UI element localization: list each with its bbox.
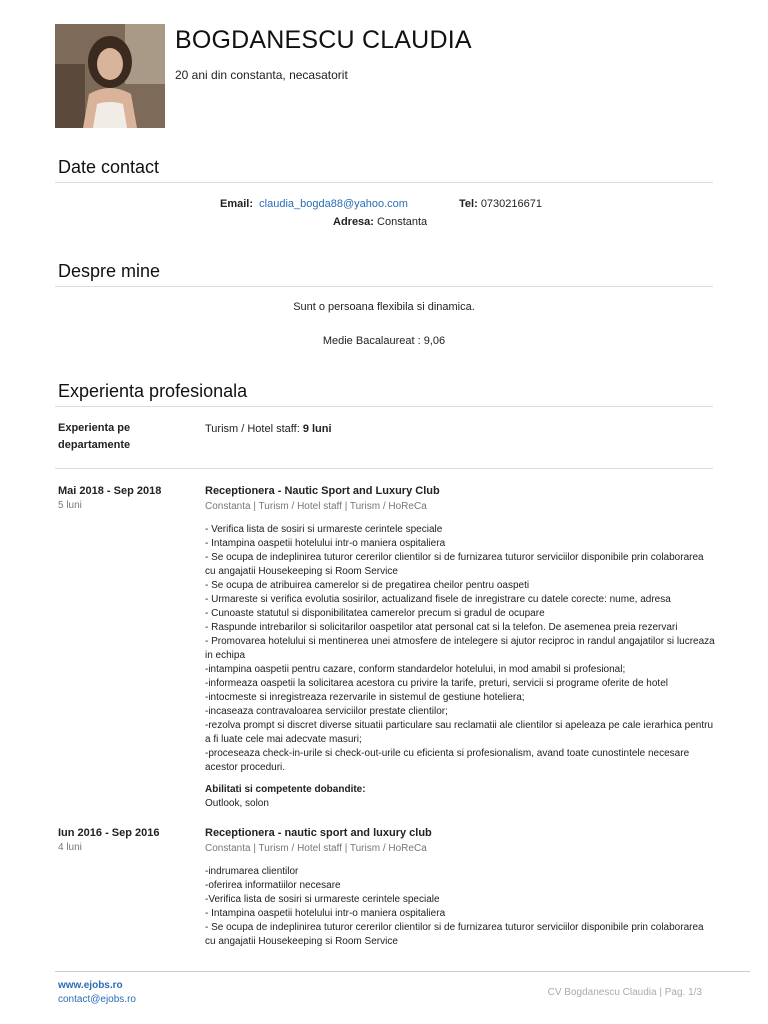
duty-item: -intampina oaspetii pentru cazare, conform standardelor hotelului, in mod amabil si profesional; xyxy=(205,664,626,675)
section-title-about: Despre mine xyxy=(58,261,161,281)
address-label: Adresa: xyxy=(333,216,374,228)
section-divider xyxy=(55,286,713,287)
skills-value: Outlook, solon xyxy=(205,798,269,809)
job-period: Mai 2018 - Sep 2018 xyxy=(58,485,162,497)
candidate-subtitle: 20 ani din constanta, necasatorit xyxy=(175,68,348,82)
job-duration: 5 luni xyxy=(58,500,82,511)
duty-item: - Intampina oaspetii hotelului intr-o maniera ospitaliera xyxy=(205,908,446,919)
skills-label: Abilitati si competente dobandite: xyxy=(205,784,366,795)
section-divider xyxy=(55,468,713,469)
job-entry-2 xyxy=(205,826,715,949)
email-row xyxy=(220,197,408,211)
duty-item: - Se ocupa de indeplinirea tuturor cererilor clientilor si de furnizarea tuturor serviciilor disponibile prin colaborarea cu angajatii Housekeeping si Room Service xyxy=(205,552,704,577)
duty-item: - Raspunde intrebarilor si solicitarilor oaspetilor atat personal cat si la telefon. De asemenea preia rezervari xyxy=(205,622,678,633)
job-entry-1 xyxy=(205,484,715,811)
job-tags: Constanta | Turism / Hotel staff | Turism / HoReCa xyxy=(205,501,427,512)
footer-links xyxy=(58,979,136,1007)
section-divider xyxy=(55,406,713,407)
section-title-experience: Experienta profesionala xyxy=(58,381,248,401)
email-label: Email: xyxy=(220,198,254,210)
email-link[interactable]: claudia_bogda88@yahoo.com xyxy=(259,198,408,210)
job-title: Receptionera - Nautic Sport and Luxury Club xyxy=(205,485,440,497)
job-entry-2-meta xyxy=(58,825,188,854)
footer-page-info: CV Bogdanescu Claudia | Pag. 1/3 xyxy=(547,987,702,998)
section-title-contact: Date contact xyxy=(58,157,160,177)
department-experience-value xyxy=(205,422,715,436)
duty-item: -incaseaza contravaloarea serviciilor prestate clientilor; xyxy=(205,706,448,717)
footer-email-link[interactable]: contact@ejobs.ro xyxy=(58,994,136,1005)
profile-photo xyxy=(55,24,165,128)
job-duties xyxy=(205,865,715,949)
job-entry-1-meta xyxy=(58,483,188,512)
footer-site-link[interactable]: www.ejobs.ro xyxy=(58,980,123,991)
department-name: Turism / Hotel staff: xyxy=(205,423,303,435)
duty-item: - Promovarea hotelului si mentinerea unei atmosfere de intelegere si ajutor reciproc in randul angajatilor si lucreaza in echipa xyxy=(205,636,715,661)
duty-item: - Se ocupa de indeplinirea tuturor cererilor clientilor si de furnizarea tuturor serviciilor disponibile prin colaborarea cu angajatii Housekeeping si Room Service xyxy=(205,922,704,947)
duty-item: -indrumarea clientilor xyxy=(205,866,299,877)
duty-item: - Urmareste si verifica evolutia sosirilor, actualizand fisele de inregistrare cu datele corecte: nume, adresa xyxy=(205,594,671,605)
candidate-name: BOGDANESCU CLAUDIA xyxy=(175,26,472,54)
duty-item: -Verifica lista de sosiri si urmareste cerintele speciale xyxy=(205,894,440,905)
footer-divider xyxy=(55,971,750,972)
duty-item: - Se ocupa de atribuirea camerelor si de pregatirea cheilor pentru oaspeti xyxy=(205,580,530,591)
duty-item: - Intampina oaspetii hotelului intr-o maniera ospitaliera xyxy=(205,538,446,549)
duty-item: -oferirea informatiilor necesare xyxy=(205,880,341,891)
job-duration: 4 luni xyxy=(58,842,82,853)
job-period: Iun 2016 - Sep 2016 xyxy=(58,827,160,839)
phone-label: Tel: xyxy=(459,198,478,210)
duty-item: -proceseaza check-in-urile si check-out-urile cu eficienta si profesionalism, avand toate cunostintele necesare acestor proceduri. xyxy=(205,748,690,773)
duty-item: -rezolva prompt si discret diverse situatii particulare sau reclamatii ale clientilor si apeleaza pe cale ierarhica pentru a fi luate cele mai adecvate masuri; xyxy=(205,720,714,745)
phone-row xyxy=(459,197,542,211)
address-value: Constanta xyxy=(377,216,428,228)
department-duration: 9 luni xyxy=(302,423,332,435)
bacalaureat-grade: Medie Bacalaureat : 9,06 xyxy=(322,335,446,347)
job-duties xyxy=(205,523,715,775)
about-text: Sunt o persoana flexibila si dinamica. xyxy=(293,301,475,313)
job-tags: Constanta | Turism / Hotel staff | Turism / HoReCa xyxy=(205,843,427,854)
duty-item: - Cunoaste statutul si disponibilitatea camerelor precum si gradul de ocupare xyxy=(205,608,545,619)
job-title: Receptionera - nautic sport and luxury club xyxy=(205,827,432,839)
duty-item: - Verifica lista de sosiri si urmareste cerintele speciale xyxy=(205,524,443,535)
duty-item: -intocmeste si inregistreaza rezervarile in sistemul de gestiune hoteliera; xyxy=(205,692,525,703)
duty-item: -informeaza oaspetii la solicitarea acestora cu privire la tarife, preturi, servicii si programe oferite de hotel xyxy=(205,678,668,689)
phone-value: 0730216671 xyxy=(480,198,542,210)
address-row xyxy=(333,215,427,229)
department-experience-label: Experienta pe departamente xyxy=(58,422,131,451)
section-divider xyxy=(55,182,713,183)
